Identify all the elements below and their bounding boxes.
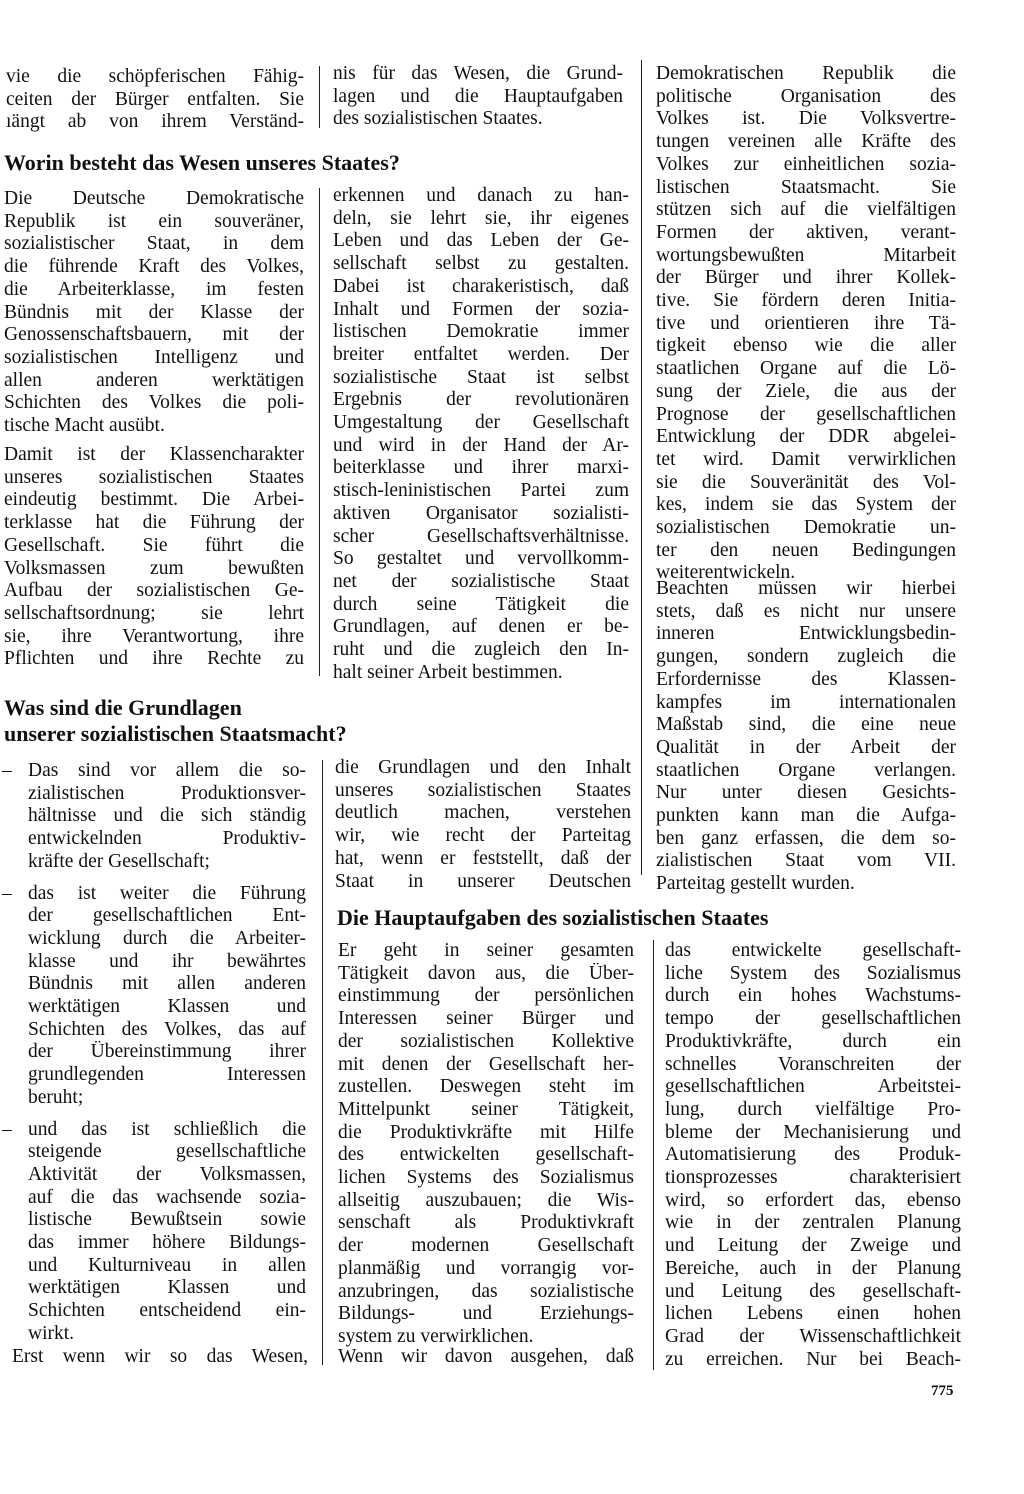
section3-col3 <box>665 940 961 1371</box>
text-line: Volkes zur einheitlichen sozia- <box>656 153 956 175</box>
text-line: Schichten des Volkes die poli- <box>4 392 304 414</box>
text-line: breiter entfaltet werden. Der <box>333 343 629 365</box>
text-line: tive und orientieren ihre Tä- <box>656 312 956 334</box>
text-line: unseres sozialistischen Staates <box>4 466 304 488</box>
section-heading-hauptaufgaben: Die Hauptaufgaben des sozialistischen Staates <box>337 905 769 930</box>
text-line: allseitig auszubauen; die Wis- <box>338 1189 634 1211</box>
text-line: wir, wie recht der Parteitag <box>335 825 631 847</box>
text-line: und Leitung des gesellschaft- <box>665 1280 961 1302</box>
text-line: listischen Demokratie immer <box>333 321 629 343</box>
text-line: das immer höhere Bildungs- <box>28 1232 306 1254</box>
text-line: Grundlagen, auf denen er be- <box>333 616 629 638</box>
text-line: werktätigen Klassen und <box>28 1277 306 1299</box>
text-line: mit denen der Gesellschaft her- <box>338 1053 634 1075</box>
column-rule <box>322 760 323 1365</box>
top-col1 <box>6 66 304 134</box>
text-line: Bereiche, auch in der Planung <box>665 1257 961 1279</box>
text-line: der gesellschaftlichen Ent- <box>28 905 306 927</box>
text-line: tet wird. Damit verwirklichen <box>656 448 956 470</box>
text-line: Wenn wir davon ausgehen, daß <box>338 1346 634 1367</box>
text-line: deln, sie lehrt sie, ihr eigenes <box>333 207 629 229</box>
text-line: und Leitung der Zweige und <box>665 1235 961 1257</box>
text-line: Ergebnis der revolutionären <box>333 389 629 411</box>
text-line: ruht und die zugleich den In- <box>333 639 629 661</box>
text-line: Er geht in seiner gesamten <box>338 940 634 961</box>
text-line: einstimmung der persönlichen <box>338 985 634 1007</box>
text-line: steigende gesellschaftliche <box>28 1141 306 1163</box>
text-line: schnelles Voranschreiten der <box>665 1053 961 1075</box>
text-line: die Grundlagen und den Inhalt <box>335 757 631 778</box>
text-line: zu erreichen. Nur bei Beach- <box>665 1348 961 1370</box>
text-line: scher Gesellschaftsverhältnisse. <box>333 525 629 547</box>
text-line: beruht; <box>28 1086 84 1108</box>
text-line: tigkeit ebenso wie die aller <box>656 335 956 357</box>
text-line: weiterentwickeln. <box>656 562 796 584</box>
text-line: halt seiner Arbeit bestimmen. <box>333 661 563 683</box>
text-line: net der sozialistische Staat <box>333 570 629 592</box>
section3-col2-after <box>338 1346 634 1369</box>
text-line: des sozialistischen Staates. <box>333 108 543 130</box>
text-line: die Produktivkräfte mit Hilfe <box>338 1121 634 1143</box>
text-line: zustellen. Deswegen steht im <box>338 1076 634 1098</box>
text-line: der sozialistischen Kollektive <box>338 1030 634 1052</box>
top-col2 <box>333 63 623 131</box>
text-line: gungen, sondern zugleich die <box>656 646 956 668</box>
text-line: vie die schöpferischen Fähig- <box>6 66 304 87</box>
text-line: entwickelnden Produktiv- <box>28 828 306 850</box>
text-line: sozialistischen Demokratie un- <box>656 517 956 539</box>
text-line: lichen Lebens einen hohen <box>665 1303 961 1325</box>
bullet-dash: – <box>2 1118 12 1140</box>
text-line: Mittelpunkt seiner Tätigkeit, <box>338 1098 634 1120</box>
section-heading-wesen: Worin besteht das Wesen unseres Staates? <box>4 150 400 175</box>
column-rule <box>641 60 642 875</box>
text-line: Republik ist ein souveräner, <box>4 210 304 232</box>
text-line: sellschaftsordnung; sie lehrt <box>4 602 304 624</box>
text-line: hältnisse und die sich ständig <box>28 805 306 827</box>
text-line: Schichten des Volkes, das auf <box>28 1018 306 1040</box>
bullet-dash: – <box>2 882 12 904</box>
text-line: Erfordernisse des Klassen- <box>656 668 956 690</box>
text-line: grundlegenden Interessen <box>28 1064 306 1086</box>
text-line: unseres sozialistischen Staates <box>335 779 631 801</box>
text-line: anzubringen, das sozialistische <box>338 1280 634 1302</box>
text-line: durch ein hohes Wachstums- <box>665 985 961 1007</box>
text-line: kampfes im internationalen <box>656 691 956 713</box>
text-line: der Bürger und ihrer Kollek- <box>656 267 956 289</box>
bullet-list <box>2 760 306 1346</box>
bullet-dash: – <box>2 760 12 781</box>
text-line: kräfte der Gesellschaft; <box>28 850 210 872</box>
text-line: sozialistische Staat ist selbst <box>333 366 629 388</box>
text-line: Genossenschaftsbauern, mit der <box>4 324 304 346</box>
text-line: wird, so erfordert das, ebenso <box>665 1189 961 1211</box>
text-line: So gestaltet und vervollkomm- <box>333 548 629 570</box>
text-line: Nur unter diesen Gesichts- <box>656 782 956 804</box>
right-column-paragraph-1 <box>656 63 956 585</box>
column-rule <box>653 940 654 1370</box>
text-line: punkten kann man die Aufga- <box>656 805 956 827</box>
text-line: tive. Sie fördern deren Initia- <box>656 290 956 312</box>
text-line: der modernen Gesellschaft <box>338 1235 634 1257</box>
text-line: sozialistischen Intelligenz und <box>4 346 304 368</box>
text-line: stisch-leninistischen Partei zum <box>333 480 629 502</box>
text-line: beiterklasse und ihrer marxi- <box>333 457 629 479</box>
text-line: lagen und die Hauptaufgaben <box>333 85 623 107</box>
text-line: nis für das Wesen, die Grund- <box>333 63 623 84</box>
text-line: Inhalt und Formen der sozia- <box>333 298 629 320</box>
text-line: planmäßig und vorrangig vor- <box>338 1257 634 1279</box>
text-line: Bündnis mit allen anderen <box>28 973 306 995</box>
section3-col2 <box>338 940 634 1349</box>
text-line: sie, ihre Verantwortung, ihre <box>4 625 304 647</box>
text-line: stützen sich auf die vielfältigen <box>656 199 956 221</box>
section-heading-grundlagen-line1: Was sind die Grundlagen <box>4 695 242 720</box>
text-line: Pflichten und ihre Rechte zu <box>4 648 304 670</box>
text-line: das ist weiter die Führung <box>28 882 306 904</box>
text-line: lichen Systems des Sozialismus <box>338 1167 634 1189</box>
text-line: stets, daß es nicht nur unsere <box>656 600 956 622</box>
text-line: tionsprozesses charakterisiert <box>665 1167 961 1189</box>
text-line: allen anderen werktätigen <box>4 369 304 391</box>
text-line: Demokratischen Republik die <box>656 63 956 84</box>
text-line: Aufbau der sozialistischen Ge- <box>4 580 304 602</box>
text-line: Dabei ist charakeristisch, daß <box>333 275 629 297</box>
text-line: bleme der Mechanisierung und <box>665 1121 961 1143</box>
text-line: tungen vereinen alle Kräfte des <box>656 131 956 153</box>
text-line: Automatisierung des Produk- <box>665 1144 961 1166</box>
text-line: Das sind vor allem die so- <box>28 760 306 781</box>
text-line: Volkes ist. Die Volksvertre- <box>656 108 956 130</box>
text-line: hat, wenn er feststellt, daß der <box>335 847 631 869</box>
text-line: wie in der zentralen Planung <box>665 1212 961 1234</box>
text-line: Volksmassen zum bewußten <box>4 557 304 579</box>
text-line: ceiten der Bürger entfalten. Sie <box>6 88 304 110</box>
text-line: wicklung durch die Arbeiter- <box>28 927 306 949</box>
text-line: Damit ist der Klassencharakter <box>4 444 304 465</box>
text-line: Schichten entscheidend ein- <box>28 1300 306 1322</box>
text-line: Maßstab sind, die eine neue <box>656 714 956 736</box>
text-line: wortungsbewußten Mitarbeit <box>656 244 956 266</box>
text-line: Bündnis mit der Klasse der <box>4 301 304 323</box>
text-line: Erst wenn wir so das Wesen, <box>12 1346 308 1367</box>
text-line: eindeutig bestimmt. Die Arbei- <box>4 489 304 511</box>
text-line: das entwickelte gesellschaft- <box>665 940 961 961</box>
text-line: zialistischen Produktionsver- <box>28 782 306 804</box>
text-line: Umgestaltung der Gesellschaft <box>333 412 629 434</box>
bullet-item-1 <box>2 760 306 874</box>
text-line: ıängt ab von ihrem Verständ- <box>6 111 304 133</box>
text-line: inneren Entwicklungsbedin- <box>656 623 956 645</box>
text-line: Grad der Wissenschaftlichkeit <box>665 1325 961 1347</box>
text-line: auf die das wachsende sozia- <box>28 1186 306 1208</box>
text-line: werktätigen Klassen und <box>28 996 306 1018</box>
text-line: Qualität in der Arbeit der <box>656 736 956 758</box>
text-line: politische Organisation des <box>656 85 956 107</box>
section-heading-grundlagen-line2: unserer sozialistischen Staatsmacht? <box>4 721 347 746</box>
text-line: die führende Kraft des Volkes, <box>4 256 304 278</box>
text-line: Beachten müssen wir hierbei <box>656 578 956 599</box>
text-line: Leben und das Leben der Ge- <box>333 230 629 252</box>
text-line: listische Bewußtsein sowie <box>28 1209 306 1231</box>
text-line: Formen der aktiven, verant- <box>656 221 956 243</box>
text-line: sellschaft selbst zu gestalten. <box>333 253 629 275</box>
right-column-paragraph-2 <box>656 578 956 896</box>
text-line: listischen Staatsmacht. Sie <box>656 176 956 198</box>
text-line: die Arbeiterklasse, im festen <box>4 278 304 300</box>
text-line: terklasse hat die Führung der <box>4 512 304 534</box>
text-line: sozialistischer Staat, in dem <box>4 233 304 255</box>
text-line: aktiven Organisator sozialisti- <box>333 502 629 524</box>
text-line: Staat in unserer Deutschen <box>335 870 631 892</box>
section2-col2 <box>335 757 631 893</box>
column-rule <box>319 66 320 128</box>
text-line: und Kulturniveau in allen <box>28 1254 306 1276</box>
text-line: erkennen und danach zu han- <box>333 185 629 206</box>
text-line: ter den neuen Bedingungen <box>656 539 956 561</box>
text-line: Gesellschaft. Sie führt die <box>4 534 304 556</box>
page-number: 775 <box>931 1383 954 1399</box>
text-line: durch seine Tätigkeit die <box>333 593 629 615</box>
text-line: klasse und ihr bewährtes <box>28 950 306 972</box>
bullet-item-2 <box>2 882 306 1110</box>
text-line: der Übereinstimmung ihrer <box>28 1041 306 1063</box>
text-line: Aktivität der Volksmassen, <box>28 1163 306 1185</box>
text-line: Tätigkeit davon aus, die Über- <box>338 962 634 984</box>
section1-col1-paragraph-1 <box>4 188 304 438</box>
text-line: lung, durch vielfältige Pro- <box>665 1098 961 1120</box>
text-line: zialistischen Staat vom VII. <box>656 850 956 872</box>
section1-col2 <box>333 185 629 684</box>
text-line: Parteitag gestellt wurden. <box>656 873 855 895</box>
text-line: staatlichen Organe auf die Lö- <box>656 358 956 380</box>
text-line: system zu verwirklichen. <box>338 1325 534 1347</box>
text-line: senschaft als Produktivkraft <box>338 1212 634 1234</box>
text-line: ben ganz erfassen, die dem so- <box>656 827 956 849</box>
text-line: und wird in der Hand der Ar- <box>333 434 629 456</box>
text-line: Bildungs- und Erziehungs- <box>338 1303 634 1325</box>
column-rule <box>319 188 320 676</box>
text-line: liche System des Sozialismus <box>665 962 961 984</box>
text-line: sie die Souveränität des Vol- <box>656 471 956 493</box>
bullet-item-3 <box>2 1118 306 1346</box>
text-line: kes, indem sie das System der <box>656 494 956 516</box>
text-line: Prognose der gesellschaftlichen <box>656 403 956 425</box>
text-line: Interessen seiner Bürger und <box>338 1008 634 1030</box>
text-line: des entwickelten gesellschaft- <box>338 1144 634 1166</box>
text-line: sung der Ziele, die aus der <box>656 380 956 402</box>
section2-col1-after <box>12 1346 308 1369</box>
text-line: und das ist schließlich die <box>28 1118 306 1140</box>
text-line: gesellschaftlichen Arbeitstei- <box>665 1076 961 1098</box>
text-line: Entwicklung der DDR abgelei- <box>656 426 956 448</box>
text-line: tempo der gesellschaftlichen <box>665 1008 961 1030</box>
section1-col1-paragraph-2 <box>4 444 304 671</box>
text-line: Die Deutsche Demokratische <box>4 188 304 209</box>
text-line: staatlichen Organe verlangen. <box>656 759 956 781</box>
text-line: tische Macht ausübt. <box>4 415 165 437</box>
text-line: deutlich machen, verstehen <box>335 802 631 824</box>
text-line: Produktivkräfte, durch ein <box>665 1030 961 1052</box>
text-line: wirkt. <box>28 1322 75 1344</box>
